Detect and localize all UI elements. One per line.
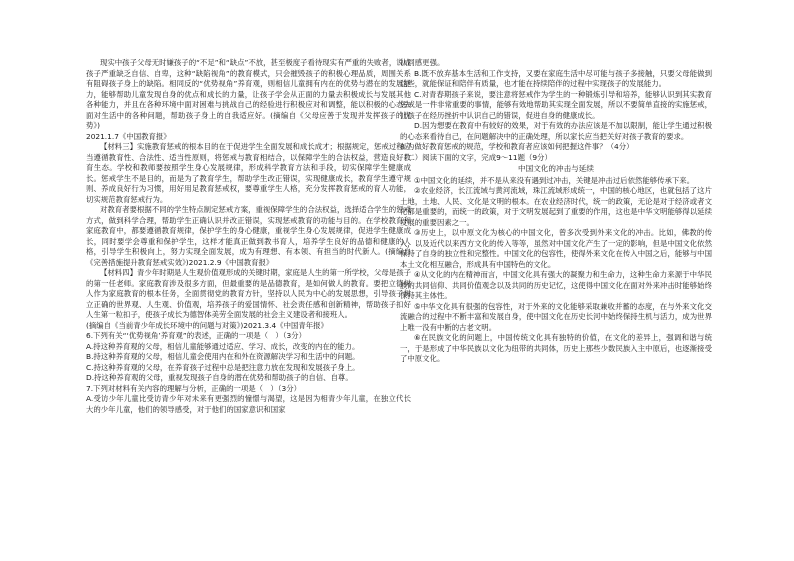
left-paragraph: 【材料四】青少年时期是人生观价值观形成的关键时期，家庭是人生的第一所学校，父母是孩子的第一任老师。家庭教育涉及很多方面，但最重要的是品德教育，是如何做人的教育。要把立德树人作为家庭教育的根本任务，全面贯彻党的教育方针，坚持以人民为中心的发展思想，引导孩子树立正确的世界观、人生观、价值观，培养孩子的爱国情怀、社会责任感和创新精神，帮助孩子扣好人生第一粒扣子，使孩子成长为德智体美劳全面发展的社会主义建设者和接班人。 (86, 268, 411, 319)
right-paragraph: C.对青春期孩子来说，要注意将惩戒作为学生的一种锻炼引导和培养，能够认识到其实教育惩戒是一件非常重要的事情，能够有效地帮助其实现全面发展，所以不要简单直接的实施惩戒，让孩子在经历挫折中认识自己的错误，促进自身的健康成长。 (400, 89, 712, 120)
left-paragraph: C.持这种养育观的父母，在养育孩子过程中总是把注意力放在发现和发展孩子身上。 (86, 362, 360, 372)
left-paragraph: 7.下列对材料有关内容的理解与分析，正确的一项是（ ）（3分） (86, 383, 301, 393)
right-paragraph: ④从文化的内在精神而言，中国文化具有强大的凝聚力和生命力，这种生命力来源于中华民族的共同信仰、共同价值观念以及共同的历史记忆，这使得中国文化在面对外来冲击时能够始终保持其主体性。 (400, 270, 712, 300)
left-paragraph: D.持这种养育观的父母，重视发现孩子自身的潜在优势和帮助孩子的自信、自尊。 (86, 373, 353, 382)
right-paragraph: ②农业经济，长江流域与黄河流域，珠江流域形成统一，中国的核心地区，也就包括了这片土地，土地、人民、文化是文明的根本。在农业经济时代，统一的政策，无论是对于经济或者文化都是重要的，而统一的政策，对于文明发展起到了重要的作用，这也是中华文明能够得以延续发展的重要因素之一。 (400, 186, 712, 227)
right-paragraph: 8.为做好教育惩戒的规范，学校和教育者应该如何把握这件事？（4分） (400, 142, 634, 151)
right-paragraph: ①中国文化的延续，并不是从来没有遇到过冲击，关键是冲击过后依然能够传承下来。 (414, 175, 695, 185)
left-paragraph: 6.下列有关“‘优势视角’养育观”的表述，正确的一项是（ ）（3分） (86, 331, 306, 340)
left-paragraph: 现实中孩子父母无时嫌孩子的“不足”和“缺点”不放，甚至极度子看待现实有严重的失败者，说成孩子严重缺乏自信、自卑，这种“缺陷视角”的教育模式，只会摧毁孩子的积极心理品质，周围关系有阻碍孩子身上的缺陷。相同反的“优势视角”养育观，则相信儿童拥有内在的优势与潜在的发展能力，能够帮助儿童发现自身的优点和成长的力量，让孩子学会从正面的力量去积极成长与发展其他各种能力，并且在各种环境中面对困难与挑战自己的经验进行积极应对和调整，能以积极的心态去面对生活中的各种问题，帮助孩子身上的自我适应好。(摘编自《父母应善于发现并发挥孩子的优势》) (86, 58, 411, 130)
left-paragraph: A.持这种养育观的父母，相信儿童能够通过适应、学习、成长，改变的内在的能力。 (86, 341, 360, 351)
left-paragraph: 2021.1.7《中国教育报》 (86, 131, 171, 141)
left-paragraph: (摘编自《当前青少年成长环境中的问题与对策》)2021.3.4《中国青年报》 (86, 320, 328, 330)
right-paragraph: ③历史上，以中原文化为核心的中国文化，曾多次受到外来文化的冲击。比如，佛教的传入，以及近代以来西方文化的传入等等，虽然对中国文化产生了一定的影响，但是中国文化依然保持了自身的独立性和完整性。中国文化的包容性，使得外来文化在传入中国之后，能够与中国本土文化相互融合，形成具有中国特色的文化。 (400, 228, 712, 269)
right-paragraph: （二）阅读下面的文字，完成9～11题（9分） (400, 152, 552, 162)
right-column (400, 58, 712, 490)
left-column (86, 58, 411, 490)
right-paragraph: 中国文化的冲击与延续 (518, 164, 594, 173)
left-paragraph: B.持这种养育观的父母，相信儿童会使用内在和外在资源解决学习和生活中的问题。 (86, 352, 360, 361)
right-paragraph: ⑤中华文化具有很强的包容性，对于外来的文化能够采取兼收并蓄的态度，在与外来文化交流融合的过程中不断丰富和发展自身，使中国文化在历史长河中始终保持生机与活力，成为世界上唯一没有中断的古老文明。 (400, 301, 712, 332)
left-paragraph: 【材料三】实施教育惩戒的根本目的在于促进学生全面发展和成长成才；根据规定，惩戒过程应当遵循教育性、合法性、适当性原则，将惩戒与教育相结合，以保障学生的合法权益，营造良好教育生态。学校和教师要按照学生身心发展规律，形成科学教育方法和手段，切实保障学生健康成长。惩戒学生不是目的，而是为了教育学生，帮助学生改正错误，实现健康成长，教育学生遵守规则、养成良好行为习惯，用好用足教育惩戒权，要尊重学生人格，充分发挥教育惩戒的育人功能，切实规范教育惩戒行为。 (86, 142, 411, 204)
right-paragraph: ⑥在民族文化的问题上，中国传统文化具有独特的价值，在文化的差异上，强调和谐与统一，于是形成了中华民族以文化为纽带的共同体，历史上那些少数民族入主中原后，也逐渐接受了中原文化。 (400, 333, 712, 363)
left-paragraph: 对教育者要根据不同的学生特点制定惩戒方案，重视保障学生的合法权益，选择适合学生的惩戒方式，做到科学合理，帮助学生正确认识并改正错误，实现惩戒教育的功能与目的。在学校教育和家庭教育中，都要遵循教育规律，保护学生的身心健康，重视学生身心发展规律，促进学生健康成长，同时要学会尊重和保护学生，这样才能真正做到教书育人，培养学生良好的品德和健康的人格，引导学生积极向上，努力实现全面发展，成为有理想、有本领、有担当的时代新人。(摘编自《完善措施提升教育惩戒实效》)2021.2.9《中国教育报》 (86, 205, 411, 267)
right-paragraph: 认同感更强。 (400, 58, 445, 67)
right-paragraph: D.因为想要在教育中有较好的效果，对于有效的办法应该是不加以限制，能让学生通过积极的心态来看待自己，在问题解决中的正确处理，所以家长应当把关好对孩子教育的要求。 (400, 121, 712, 141)
right-paragraph: B.既不放弃基本生活和工作支持，又要在家庭生活中尽可能与孩子多接触，只要父母能做到这些，就能保证和陪伴有质量，也才能在持续陪伴的过程中实现孩子的发展能力。 (400, 68, 712, 88)
left-paragraph: A.受访少年儿童比受访青少年对未来有更强烈的憧憬与渴望，这是因为相青少年儿童，在独立代长大的少年儿童，他们的领导感受，对于他们的国家意识和国家 (86, 394, 411, 414)
